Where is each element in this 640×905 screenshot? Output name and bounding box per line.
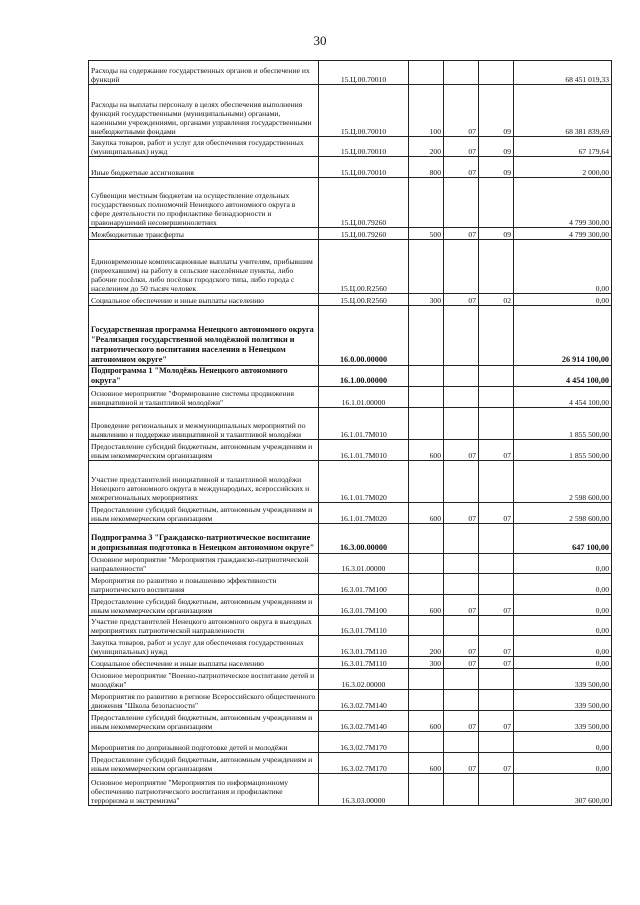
section-cell	[444, 574, 479, 595]
budget-table	[88, 60, 612, 806]
amount-cell: 0,00	[514, 732, 612, 753]
table-row	[89, 137, 612, 157]
section-cell	[444, 461, 479, 503]
table-row	[89, 440, 612, 461]
section-cell: 07	[444, 595, 479, 616]
target-code-cell: 16.3.01.00000	[319, 554, 409, 574]
section-cell: 07	[444, 157, 479, 178]
section-cell	[444, 554, 479, 574]
target-code-cell: 15.Ц.00.R2560	[319, 294, 409, 306]
row-name-cell: Участие представителей Ненецкого автономного округа в выездных мероприятиях патриотической направленности	[89, 616, 319, 636]
table-row	[89, 503, 612, 524]
expense-type-cell	[409, 387, 444, 408]
target-code-cell: 16.3.01.7М110	[319, 657, 409, 669]
expense-type-cell	[409, 774, 444, 806]
table-row	[89, 574, 612, 595]
subsection-cell: 07	[479, 753, 514, 774]
expense-type-cell	[409, 574, 444, 595]
subsection-cell	[479, 616, 514, 636]
table-row	[89, 657, 612, 669]
expense-type-cell: 300	[409, 657, 444, 669]
table-row	[89, 61, 612, 85]
table-row	[89, 774, 612, 806]
row-name-cell: Предоставление субсидий бюджетным, автономным учреждениям и иным некоммерческим организациям	[89, 753, 319, 774]
amount-cell: 647 100,00	[514, 524, 612, 554]
table-row	[89, 595, 612, 616]
target-code-cell: 16.3.01.7М110	[319, 636, 409, 657]
amount-cell: 4 799 300,00	[514, 228, 612, 240]
table-row	[89, 753, 612, 774]
subsection-cell	[479, 366, 514, 387]
row-name-cell: Предоставление субсидий бюджетным, автономным учреждениям и иным некоммерческим организациям	[89, 595, 319, 616]
target-code-cell: 16.3.03.00000	[319, 774, 409, 806]
section-cell: 07	[444, 657, 479, 669]
subsection-cell: 09	[479, 137, 514, 157]
row-name-cell: Подпрограмма 1 "Молодёжь Ненецкого автономного округа"	[89, 366, 319, 387]
target-code-cell: 16.3.01.7М100	[319, 595, 409, 616]
expense-type-cell	[409, 554, 444, 574]
section-cell	[444, 732, 479, 753]
section-cell: 07	[444, 440, 479, 461]
target-code-cell: 16.1.00.00000	[319, 366, 409, 387]
section-cell	[444, 774, 479, 806]
section-cell: 07	[444, 753, 479, 774]
target-code-cell: 15.Ц.00.70010	[319, 157, 409, 178]
expense-type-cell: 600	[409, 711, 444, 732]
expense-type-cell	[409, 178, 444, 228]
table-row	[89, 85, 612, 137]
table-row	[89, 157, 612, 178]
table-row	[89, 554, 612, 574]
row-name-cell: Иные бюджетные ассигнования	[89, 157, 319, 178]
target-code-cell: 16.3.01.7М100	[319, 574, 409, 595]
row-name-cell: Расходы на содержание государственных органов и обеспечение их функций	[89, 61, 319, 85]
row-name-cell: Закупка товаров, работ и услуг для обеспечения государственных (муниципальных) нужд	[89, 636, 319, 657]
row-name-cell: Государственная программа Ненецкого автономного округа "Реализация государственной молодёжной политики и патриотического воспитания населения в Ненецком автономном округе"	[89, 306, 319, 366]
subsection-cell: 09	[479, 157, 514, 178]
section-cell	[444, 178, 479, 228]
table-row	[89, 306, 612, 366]
amount-cell: 0,00	[514, 554, 612, 574]
amount-cell: 2 000,00	[514, 157, 612, 178]
row-name-cell: Закупка товаров, работ и услуг для обеспечения государственных (муниципальных) нужд	[89, 137, 319, 157]
target-code-cell: 16.3.01.7М110	[319, 616, 409, 636]
table-row	[89, 366, 612, 387]
budget-table-body	[89, 61, 612, 806]
target-code-cell: 16.1.01.7М010	[319, 408, 409, 440]
expense-type-cell	[409, 366, 444, 387]
expense-type-cell: 300	[409, 294, 444, 306]
target-code-cell: 16.0.00.00000	[319, 306, 409, 366]
target-code-cell: 15.Ц.00.79260	[319, 228, 409, 240]
subsection-cell	[479, 690, 514, 711]
subsection-cell: 07	[479, 636, 514, 657]
amount-cell: 1 855 500,00	[514, 408, 612, 440]
subsection-cell	[479, 574, 514, 595]
row-name-cell: Основное мероприятие "Военно-патриотическое воспитание детей и молодёжи"	[89, 669, 319, 690]
section-cell: 07	[444, 711, 479, 732]
row-name-cell: Мероприятия по допризывной подготовке детей и молодёжи	[89, 732, 319, 753]
row-name-cell: Мероприятия по развитию и повышению эффективности патриотического воспитания	[89, 574, 319, 595]
row-name-cell: Основное мероприятие "Мероприятия гражданско-патриотической направленности"	[89, 554, 319, 574]
amount-cell: 0,00	[514, 616, 612, 636]
section-cell: 07	[444, 503, 479, 524]
row-name-cell: Основное мероприятие "Формирование системы продвижения инициативной и талантливой молодёжи"	[89, 387, 319, 408]
table-row	[89, 524, 612, 554]
row-name-cell: Межбюджетные трансферты	[89, 228, 319, 240]
target-code-cell: 15.Ц.00.R2560	[319, 240, 409, 294]
table-row	[89, 461, 612, 503]
section-cell: 07	[444, 137, 479, 157]
table-row	[89, 711, 612, 732]
expense-type-cell	[409, 732, 444, 753]
expense-type-cell	[409, 306, 444, 366]
target-code-cell: 16.1.01.7М010	[319, 440, 409, 461]
amount-cell: 339 500,00	[514, 690, 612, 711]
subsection-cell	[479, 461, 514, 503]
subsection-cell	[479, 774, 514, 806]
table-row	[89, 616, 612, 636]
target-code-cell: 16.1.01.7М020	[319, 461, 409, 503]
row-name-cell: Предоставление субсидий бюджетным, автономным учреждениям и иным некоммерческим организациям	[89, 503, 319, 524]
expense-type-cell: 600	[409, 595, 444, 616]
table-row	[89, 408, 612, 440]
subsection-cell: 07	[479, 440, 514, 461]
expense-type-cell: 600	[409, 503, 444, 524]
section-cell	[444, 524, 479, 554]
subsection-cell: 09	[479, 85, 514, 137]
section-cell	[444, 408, 479, 440]
section-cell: 07	[444, 294, 479, 306]
amount-cell: 68 381 839,69	[514, 85, 612, 137]
row-name-cell: Расходы на выплаты персоналу в целях обеспечения выполнения функций государственными (муниципальными) органами, казенными учреждениями, органами управления государственными внебюджетными фондами	[89, 85, 319, 137]
subsection-cell	[479, 178, 514, 228]
subsection-cell	[479, 732, 514, 753]
expense-type-cell: 500	[409, 228, 444, 240]
target-code-cell: 16.3.02.7М140	[319, 690, 409, 711]
section-cell	[444, 366, 479, 387]
amount-cell: 0,00	[514, 595, 612, 616]
amount-cell: 339 500,00	[514, 711, 612, 732]
row-name-cell: Мероприятия по развитию в регионе Всероссийского общественного движения "Школа безопасности"	[89, 690, 319, 711]
subsection-cell: 07	[479, 711, 514, 732]
expense-type-cell: 200	[409, 137, 444, 157]
amount-cell: 67 179,64	[514, 137, 612, 157]
expense-type-cell	[409, 690, 444, 711]
table-row	[89, 240, 612, 294]
row-name-cell: Предоставление субсидий бюджетным, автономным учреждениям и иным некоммерческим организациям	[89, 711, 319, 732]
table-row	[89, 228, 612, 240]
expense-type-cell: 100	[409, 85, 444, 137]
expense-type-cell	[409, 461, 444, 503]
amount-cell: 2 598 600,00	[514, 461, 612, 503]
amount-cell: 0,00	[514, 657, 612, 669]
section-cell	[444, 240, 479, 294]
section-cell	[444, 690, 479, 711]
row-name-cell: Основное мероприятие "Мероприятия по информационному обеспечению патриотического воспитания и профилактике терроризма и экстремизма"	[89, 774, 319, 806]
table-row	[89, 178, 612, 228]
table-row	[89, 669, 612, 690]
amount-cell: 4 799 300,00	[514, 178, 612, 228]
section-cell	[444, 61, 479, 85]
subsection-cell	[479, 61, 514, 85]
section-cell: 07	[444, 228, 479, 240]
target-code-cell: 15.Ц.00.79260	[319, 178, 409, 228]
target-code-cell: 16.1.01.00000	[319, 387, 409, 408]
row-name-cell: Социальное обеспечение и иные выплаты населению	[89, 294, 319, 306]
subsection-cell: 02	[479, 294, 514, 306]
section-cell	[444, 669, 479, 690]
target-code-cell: 15.Ц.00.70010	[319, 137, 409, 157]
subsection-cell	[479, 524, 514, 554]
expense-type-cell	[409, 669, 444, 690]
subsection-cell	[479, 306, 514, 366]
amount-cell: 307 600,00	[514, 774, 612, 806]
subsection-cell	[479, 669, 514, 690]
amount-cell: 1 855 500,00	[514, 440, 612, 461]
amount-cell: 26 914 100,00	[514, 306, 612, 366]
target-code-cell: 16.1.01.7М020	[319, 503, 409, 524]
target-code-cell: 16.3.02.7М170	[319, 732, 409, 753]
subsection-cell: 07	[479, 503, 514, 524]
subsection-cell	[479, 554, 514, 574]
target-code-cell: 16.3.02.7М140	[319, 711, 409, 732]
row-name-cell: Подпрограмма 3 "Гражданско-патриотическое воспитание и допризывная подготовка в Ненецком автономном округе"	[89, 524, 319, 554]
subsection-cell	[479, 408, 514, 440]
target-code-cell: 16.3.02.00000	[319, 669, 409, 690]
target-code-cell: 15.Ц.00.70010	[319, 85, 409, 137]
amount-cell: 68 451 019,33	[514, 61, 612, 85]
section-cell	[444, 306, 479, 366]
amount-cell: 0,00	[514, 574, 612, 595]
amount-cell: 4 454 100,00	[514, 387, 612, 408]
table-row	[89, 387, 612, 408]
expense-type-cell	[409, 61, 444, 85]
section-cell: 07	[444, 636, 479, 657]
subsection-cell: 07	[479, 657, 514, 669]
subsection-cell: 09	[479, 228, 514, 240]
row-name-cell: Субвенции местным бюджетам на осуществление отдельных государственных полномочий Ненецкого автономного округа в сфере деятельности по профилактике безнадзорности и правонарушений несовершеннолетних	[89, 178, 319, 228]
amount-cell: 0,00	[514, 636, 612, 657]
table-row	[89, 690, 612, 711]
expense-type-cell	[409, 240, 444, 294]
expense-type-cell	[409, 616, 444, 636]
row-name-cell: Участие представителей инициативной и талантливой молодёжи Ненецкого автономного округа в международных, всероссийских и межрегиональных мероприятиях	[89, 461, 319, 503]
target-code-cell: 15.Ц.00.70010	[319, 61, 409, 85]
amount-cell: 0,00	[514, 294, 612, 306]
section-cell: 07	[444, 85, 479, 137]
amount-cell: 2 598 600,00	[514, 503, 612, 524]
section-cell	[444, 387, 479, 408]
table-row	[89, 294, 612, 306]
amount-cell: 0,00	[514, 753, 612, 774]
section-cell	[444, 616, 479, 636]
amount-cell: 339 500,00	[514, 669, 612, 690]
expense-type-cell: 600	[409, 753, 444, 774]
expense-type-cell: 800	[409, 157, 444, 178]
target-code-cell: 16.3.00.00000	[319, 524, 409, 554]
target-code-cell: 16.3.02.7М170	[319, 753, 409, 774]
table-row	[89, 636, 612, 657]
subsection-cell: 07	[479, 595, 514, 616]
expense-type-cell	[409, 408, 444, 440]
row-name-cell: Социальное обеспечение и иные выплаты населению	[89, 657, 319, 669]
subsection-cell	[479, 387, 514, 408]
expense-type-cell: 600	[409, 440, 444, 461]
row-name-cell: Предоставление субсидий бюджетным, автономным учреждениям и иным некоммерческим организациям	[89, 440, 319, 461]
page-number: 30	[313, 33, 327, 48]
amount-cell: 0,00	[514, 240, 612, 294]
expense-type-cell: 200	[409, 636, 444, 657]
row-name-cell: Проведение региональных и межмуниципальных мероприятий по выявлению и поддержке инициативной и талантливой молодёжи	[89, 408, 319, 440]
subsection-cell	[479, 240, 514, 294]
table-row	[89, 732, 612, 753]
expense-type-cell	[409, 524, 444, 554]
amount-cell: 4 454 100,00	[514, 366, 612, 387]
row-name-cell: Единовременные компенсационные выплаты учителям, прибывшим (переехавшим) на работу в сельские населённые пункты, либо рабочие посёлки, либо посёлки городского типа, либо города с населением до 50 тысяч человек	[89, 240, 319, 294]
